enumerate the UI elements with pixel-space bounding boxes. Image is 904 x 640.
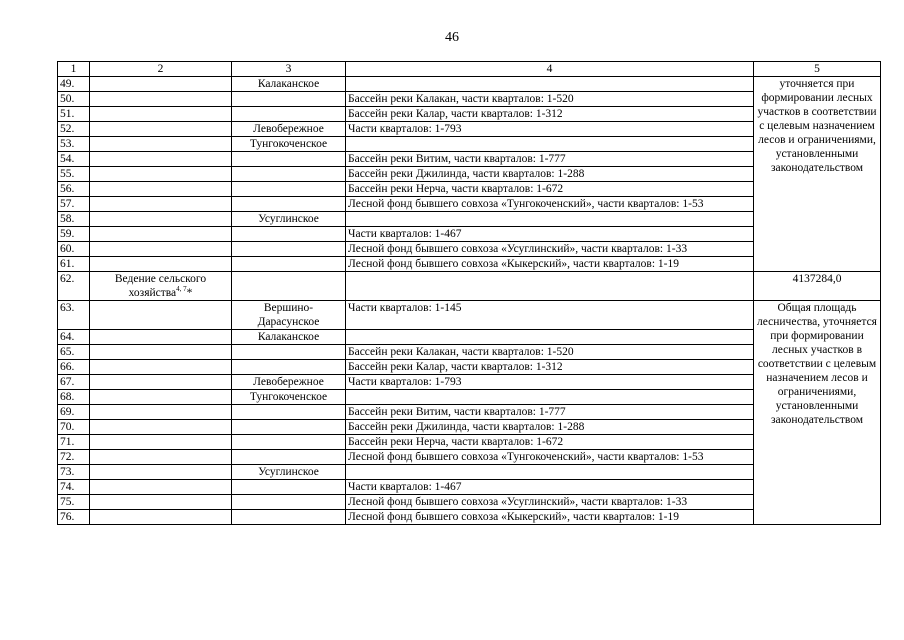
- district-cell: [232, 510, 346, 525]
- purpose-cell: [90, 420, 232, 435]
- purpose-cell: [90, 77, 232, 92]
- district-cell: [232, 107, 346, 122]
- row-number: 69.: [58, 405, 90, 420]
- purpose-cell: [90, 107, 232, 122]
- row-number: 57.: [58, 197, 90, 212]
- district-cell: Усуглинское: [232, 212, 346, 227]
- area-value-cell: 4137284,0: [754, 272, 881, 301]
- district-cell: Левобережное: [232, 375, 346, 390]
- purpose-cell: [90, 465, 232, 480]
- purpose-cell: [90, 212, 232, 227]
- district-cell: Тунгокоченское: [232, 137, 346, 152]
- purpose-cell: [90, 227, 232, 242]
- purpose-cell: [90, 167, 232, 182]
- district-cell: [232, 345, 346, 360]
- table-row: [58, 77, 881, 92]
- district-cell: Левобережное: [232, 122, 346, 137]
- quarters-cell: Бассейн реки Калар, части кварталов: 1-312: [346, 107, 754, 122]
- quarters-cell: Бассейн реки Калар, части кварталов: 1-312: [346, 360, 754, 375]
- quarters-cell: [346, 212, 754, 227]
- purpose-cell: [90, 375, 232, 390]
- quarters-cell: [346, 272, 754, 301]
- district-cell: [232, 272, 346, 301]
- district-cell: [232, 92, 346, 107]
- purpose-cell: [90, 390, 232, 405]
- header-cell: 2: [90, 62, 232, 77]
- quarters-cell: Части кварталов: 1-467: [346, 227, 754, 242]
- row-number: 51.: [58, 107, 90, 122]
- district-cell: [232, 152, 346, 167]
- district-cell: [232, 420, 346, 435]
- row-number: 62.: [58, 272, 90, 301]
- row-number: 67.: [58, 375, 90, 390]
- quarters-cell: Лесной фонд бывшего совхоза «Тунгокоченский», части кварталов: 1-53: [346, 450, 754, 465]
- purpose-cell: [90, 152, 232, 167]
- purpose-cell: [90, 345, 232, 360]
- quarters-cell: Лесной фонд бывшего совхоза «Тунгокоченский», части кварталов: 1-53: [346, 197, 754, 212]
- purpose-cell: [90, 242, 232, 257]
- table-header-row: [58, 62, 881, 77]
- quarters-cell: Бассейн реки Нерча, части кварталов: 1-672: [346, 435, 754, 450]
- purpose-cell: [90, 301, 232, 330]
- purpose-line: хозяйства: [128, 287, 177, 299]
- quarters-cell: Части кварталов: 1-145: [346, 301, 754, 330]
- quarters-cell: Части кварталов: 1-793: [346, 122, 754, 137]
- district-cell: [232, 405, 346, 420]
- purpose-cell: [90, 360, 232, 375]
- district-cell: [232, 227, 346, 242]
- page-number: 46: [445, 30, 459, 45]
- quarters-cell: Бассейн реки Калакан, части кварталов: 1-520: [346, 92, 754, 107]
- purpose-cell: [90, 510, 232, 525]
- quarters-cell: Лесной фонд бывшего совхоза «Усуглинский», части кварталов: 1-33: [346, 242, 754, 257]
- purpose-cell: [90, 197, 232, 212]
- quarters-cell: [346, 137, 754, 152]
- forest-registry-table: [57, 61, 881, 525]
- district-line: Вершино-: [263, 302, 314, 314]
- purpose-cell: [90, 92, 232, 107]
- quarters-cell: Лесной фонд бывшего совхоза «Кыкерский», части кварталов: 1-19: [346, 257, 754, 272]
- district-cell: Калаканское: [232, 330, 346, 345]
- quarters-cell: Бассейн реки Витим, части кварталов: 1-777: [346, 405, 754, 420]
- header-cell: 4: [346, 62, 754, 77]
- purpose-cell: [90, 257, 232, 272]
- quarters-cell: Бассейн реки Джилинда, части кварталов: 1-288: [346, 167, 754, 182]
- quarters-cell: Лесной фонд бывшего совхоза «Усуглинский», части кварталов: 1-33: [346, 495, 754, 510]
- district-cell: [232, 480, 346, 495]
- row-number: 76.: [58, 510, 90, 525]
- district-cell: [232, 301, 346, 330]
- district-cell: [232, 360, 346, 375]
- purpose-cell: [90, 272, 232, 301]
- row-number: 73.: [58, 465, 90, 480]
- purpose-cell: [90, 405, 232, 420]
- row-number: 60.: [58, 242, 90, 257]
- footnote-ref: 4, 7: [176, 285, 187, 294]
- quarters-cell: Бассейн реки Калакан, части кварталов: 1-520: [346, 345, 754, 360]
- table-row: [58, 301, 881, 330]
- row-number: 55.: [58, 167, 90, 182]
- purpose-cell: [90, 330, 232, 345]
- quarters-cell: [346, 465, 754, 480]
- row-number: 56.: [58, 182, 90, 197]
- row-number: 65.: [58, 345, 90, 360]
- district-cell: [232, 182, 346, 197]
- row-number: 74.: [58, 480, 90, 495]
- quarters-cell: [346, 390, 754, 405]
- purpose-cell: [90, 122, 232, 137]
- footnote-mark: *: [186, 287, 193, 299]
- row-number: 58.: [58, 212, 90, 227]
- district-cell: [232, 450, 346, 465]
- row-number: 49.: [58, 77, 90, 92]
- area-note-cell: Общая площадь лесничества, уточняется при формировании лесных участков в соответствии с целевым назначением лесов и ограничениями, установленными законодательством: [754, 301, 881, 525]
- purpose-cell: [90, 435, 232, 450]
- purpose-line: Ведение сельского: [114, 273, 207, 285]
- district-cell: [232, 197, 346, 212]
- district-line: Дарасунское: [257, 316, 320, 328]
- row-number: 63.: [58, 301, 90, 330]
- row-number: 66.: [58, 360, 90, 375]
- purpose-cell: [90, 450, 232, 465]
- table-row: [58, 272, 881, 301]
- row-number: 61.: [58, 257, 90, 272]
- quarters-cell: Лесной фонд бывшего совхоза «Кыкерский», части кварталов: 1-19: [346, 510, 754, 525]
- header-cell: 5: [754, 62, 881, 77]
- row-number: 50.: [58, 92, 90, 107]
- purpose-cell: [90, 137, 232, 152]
- row-number: 53.: [58, 137, 90, 152]
- row-number: 68.: [58, 390, 90, 405]
- row-number: 54.: [58, 152, 90, 167]
- district-cell: [232, 257, 346, 272]
- quarters-cell: Бассейн реки Витим, части кварталов: 1-777: [346, 152, 754, 167]
- quarters-cell: [346, 330, 754, 345]
- district-cell: Калаканское: [232, 77, 346, 92]
- header-cell: 1: [58, 62, 90, 77]
- row-number: 71.: [58, 435, 90, 450]
- row-number: 72.: [58, 450, 90, 465]
- district-cell: [232, 495, 346, 510]
- purpose-cell: [90, 480, 232, 495]
- district-cell: Тунгокоченское: [232, 390, 346, 405]
- district-cell: Усуглинское: [232, 465, 346, 480]
- quarters-cell: Части кварталов: 1-793: [346, 375, 754, 390]
- purpose-cell: [90, 495, 232, 510]
- row-number: 70.: [58, 420, 90, 435]
- header-cell: 3: [232, 62, 346, 77]
- quarters-cell: Бассейн реки Джилинда, части кварталов: 1-288: [346, 420, 754, 435]
- district-cell: [232, 435, 346, 450]
- district-cell: [232, 242, 346, 257]
- quarters-cell: Части кварталов: 1-467: [346, 480, 754, 495]
- quarters-cell: [346, 77, 754, 92]
- row-number: 59.: [58, 227, 90, 242]
- quarters-cell: Бассейн реки Нерча, части кварталов: 1-672: [346, 182, 754, 197]
- area-note-cell: уточняется при формировании лесных участков в соответствии с целевым назначением лесов и ограничениями, установленными законодательством: [754, 77, 881, 272]
- row-number: 64.: [58, 330, 90, 345]
- row-number: 75.: [58, 495, 90, 510]
- purpose-cell: [90, 182, 232, 197]
- row-number: 52.: [58, 122, 90, 137]
- district-cell: [232, 167, 346, 182]
